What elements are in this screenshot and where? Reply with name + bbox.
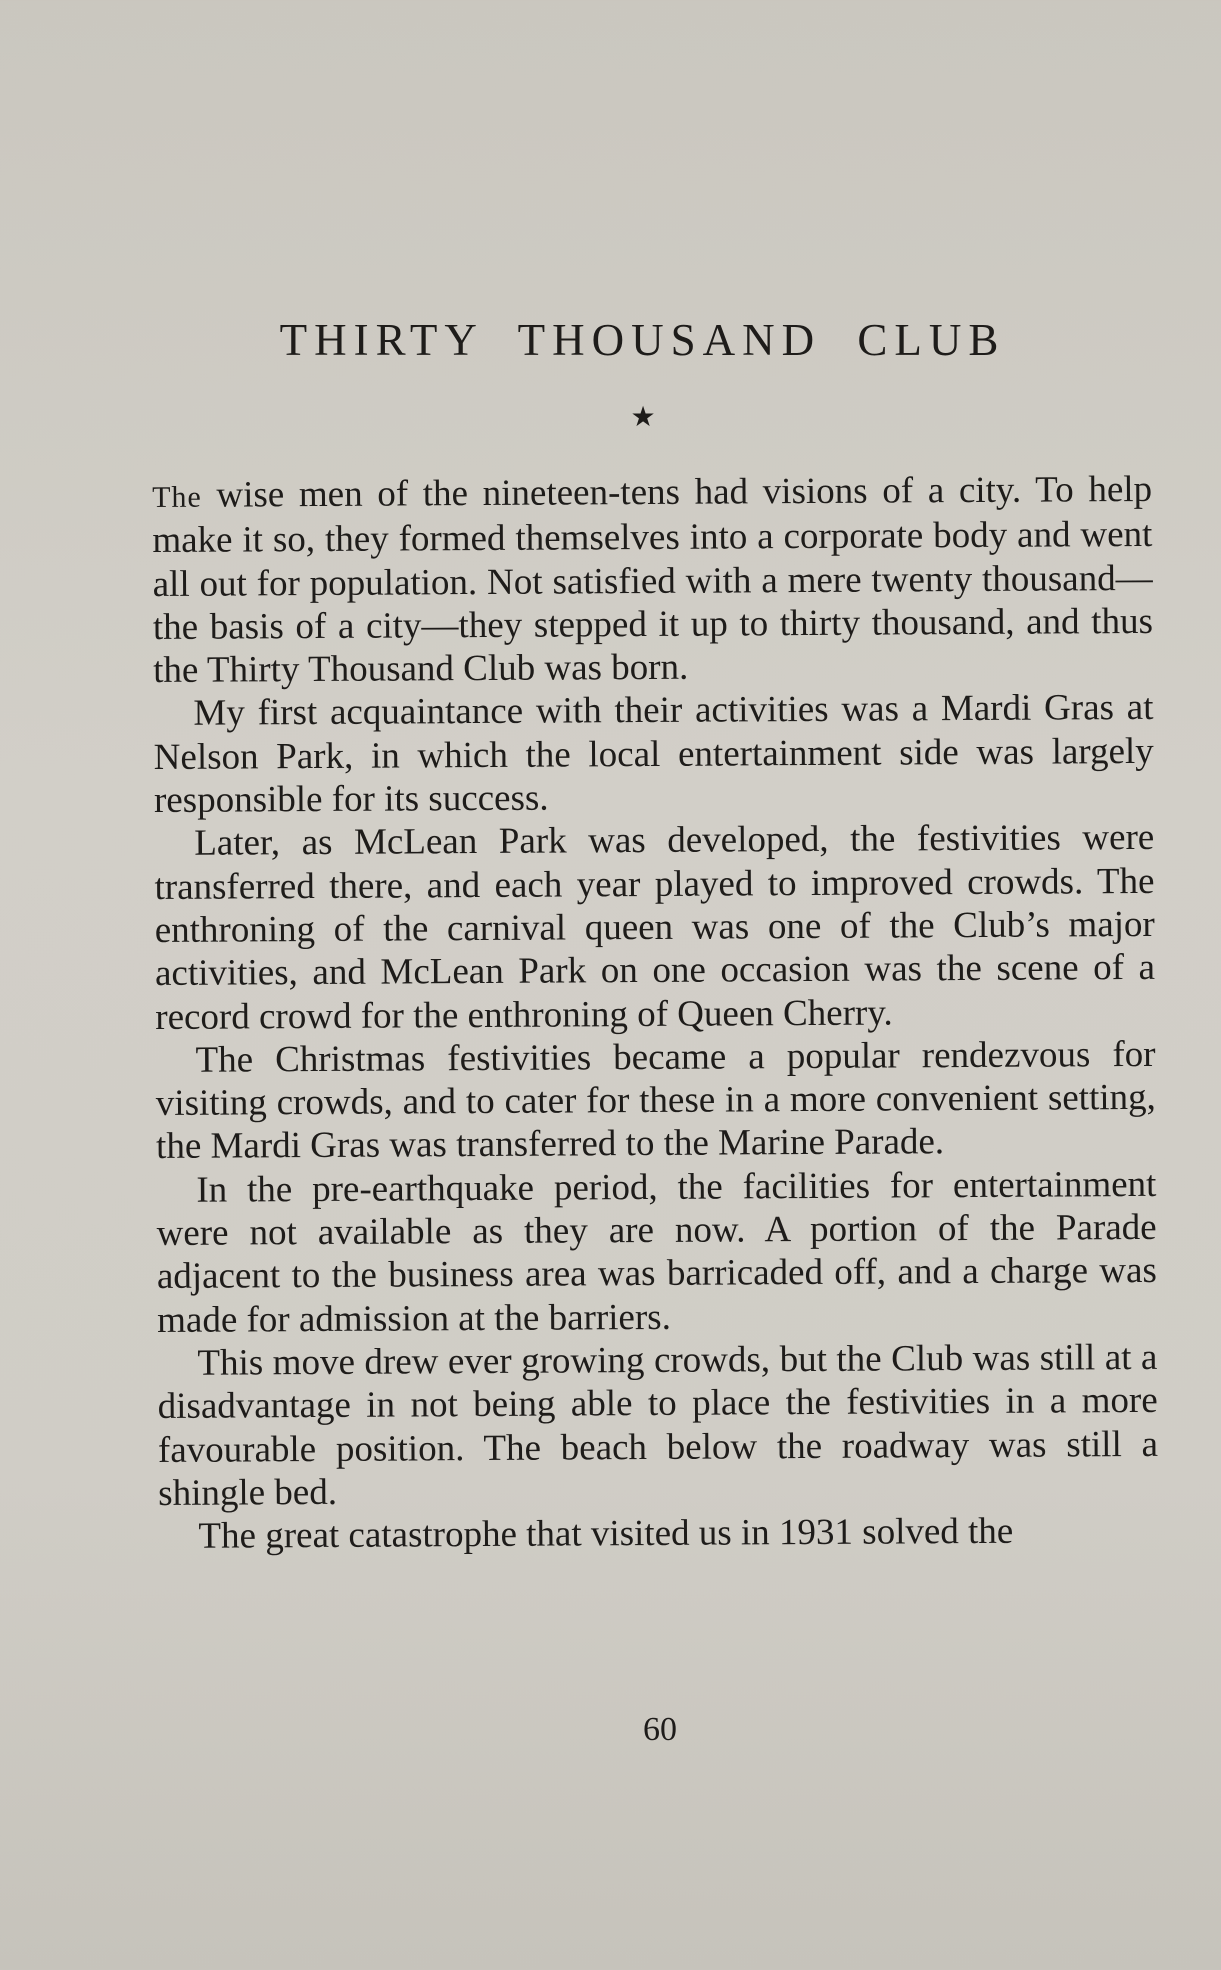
chapter-title: THIRTY THOUSAND CLUB [279,315,1006,365]
paragraph-1 [152,468,1153,693]
paragraph-5: In the pre-earthquake period, the facilities for entertainment were not available as they are now. A portion of the Parade adjacent to the business area was barricaded off, and a charge was made for admission at the barriers. [156,1163,1158,1341]
page-number: 60 [643,1711,677,1748]
small-caps-lead: The [152,480,202,514]
paragraph-2: My first acquaintance with their activities was a Mardi Gras at Nelson Park, in which the local entertainment side was largely responsible for its success. [153,687,1154,822]
paragraph-6: This move drew ever growing crowds, but the Club was still at a disadvantage in not being able to place the festivities in a more favourable position. The beach below the roadway was still a shingle bed. [157,1336,1159,1514]
paragraph-3: Later, as McLean Park was developed, the festivities were transferred there, and each year played to improved crowds. The enthroning of the carnival queen was one of the Club’s major activities, and McLean Park on one occasion was the scene of a record crowd for the enthroning of Queen Cherry. [154,817,1156,1038]
chapter-body [152,468,1159,1559]
paragraph-7: The great catastrophe that visited us in 1931 solved the [198,1510,1014,1557]
star-ornament-icon: ★ [630,402,656,433]
paragraph-4: The Christmas festivities became a popular rendezvous for visiting crowds, and to cater for these in a more convenient setting, the Mardi Gras was transferred to the Marine Parade. [155,1033,1156,1168]
paragraph-text: wise men of the nineteen-tens had visions of a city. To help make it so, they formed themselves into a corporate body and went all out for population. Not satisfied with a mere twenty thousand—the basis of a city—they stepped it up to thirty thousand, and thus the Thirty Thousand Club was born. [152,468,1154,692]
